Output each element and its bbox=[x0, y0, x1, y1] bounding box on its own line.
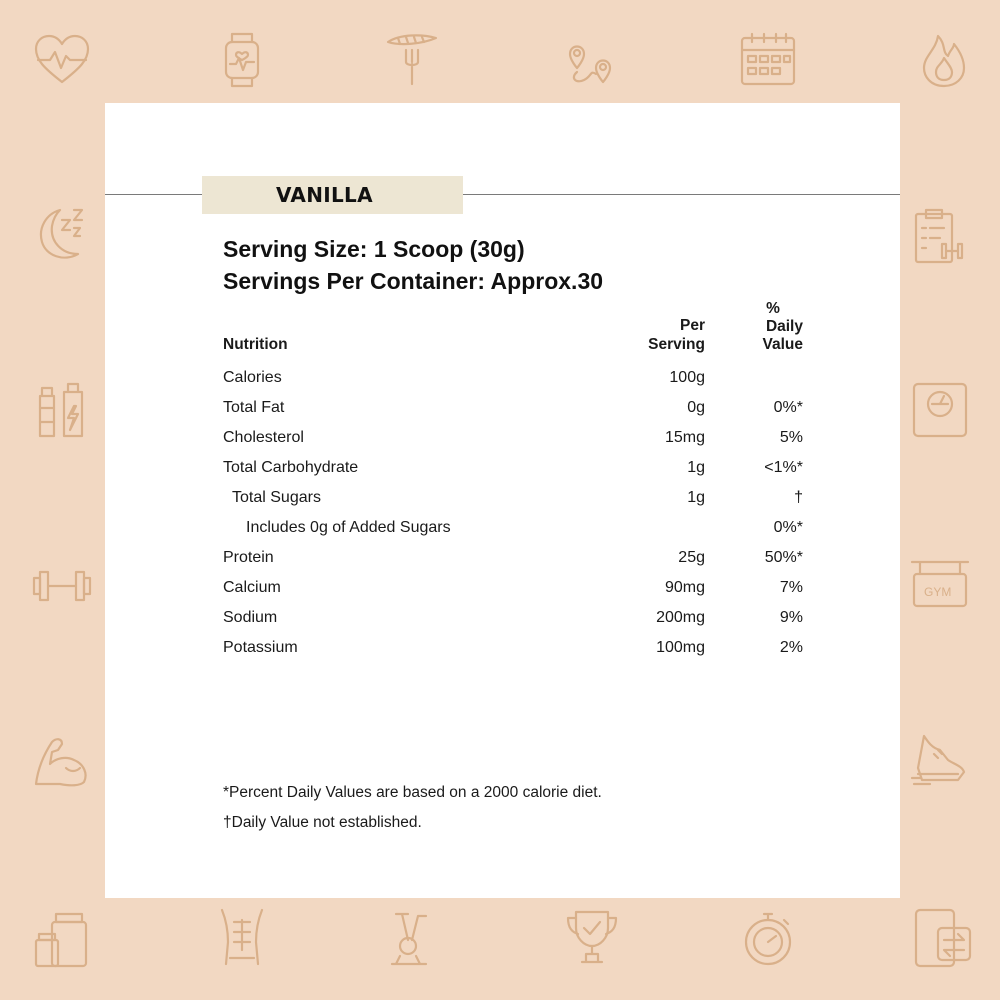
torso-abs-icon bbox=[210, 906, 274, 970]
serving-size: Serving Size: 1 Scoop (30g) bbox=[223, 236, 525, 262]
footnote-not-established: †Daily Value not established. bbox=[223, 814, 422, 831]
trophy-icon bbox=[560, 906, 624, 970]
table-header bbox=[223, 293, 803, 363]
flame-icon bbox=[912, 28, 976, 92]
supplement-jars-icon bbox=[30, 908, 94, 972]
nutrition-table bbox=[223, 293, 803, 663]
header-daily-value: % Daily Value bbox=[762, 300, 803, 353]
table-row: Calcium 90mg 7% bbox=[223, 579, 803, 596]
heart-rate-icon bbox=[30, 28, 94, 92]
table-row: Includes 0g of Added Sugars 0%* bbox=[246, 519, 803, 536]
dumbbell-icon bbox=[30, 554, 94, 618]
carrot-fork-icon bbox=[380, 24, 444, 88]
table-row: Sodium 200mg 9% bbox=[223, 609, 803, 626]
route-map-icon bbox=[556, 28, 620, 92]
calendar-icon bbox=[736, 28, 800, 92]
table-row: Cholesterol 15mg 5% bbox=[223, 429, 803, 446]
stopwatch-icon bbox=[736, 906, 800, 970]
servings-per-container: Servings Per Container: Approx.30 bbox=[223, 268, 604, 294]
exercise-bike-icon bbox=[382, 906, 446, 970]
table-row: Protein 25g 50%* bbox=[223, 549, 803, 566]
svg-text:GYM: GYM bbox=[924, 585, 952, 599]
table-row: Total Sugars 1g † bbox=[232, 489, 803, 506]
clipboard-dumbbell-icon bbox=[908, 204, 972, 268]
footnotes bbox=[223, 778, 602, 838]
table-row: Total Fat 0g 0%* bbox=[223, 399, 803, 416]
nutrition-panel bbox=[105, 103, 900, 898]
running-shoe-icon bbox=[908, 728, 972, 792]
footnote-daily-values: *Percent Daily Values are based on a 2000 calorie diet. bbox=[223, 784, 602, 801]
sleep-moon-icon bbox=[30, 200, 94, 264]
serving-info bbox=[223, 233, 603, 297]
header-per-serving: Per Serving bbox=[648, 317, 705, 353]
phone-exchange-icon bbox=[912, 906, 976, 970]
table-row: Potassium 100mg 2% bbox=[223, 639, 803, 656]
gym-sign-icon bbox=[908, 554, 972, 618]
smartwatch-icon bbox=[210, 28, 274, 92]
water-bottles-icon bbox=[30, 378, 94, 442]
flexed-arm-icon bbox=[30, 728, 94, 792]
table-row: Calories 100g bbox=[223, 369, 705, 386]
scale-icon bbox=[908, 378, 972, 442]
header-nutrition: Nutrition bbox=[223, 336, 288, 353]
flavor-label: VANILLA bbox=[202, 176, 463, 214]
table-row: Total Carbohydrate 1g <1%* bbox=[223, 459, 803, 476]
